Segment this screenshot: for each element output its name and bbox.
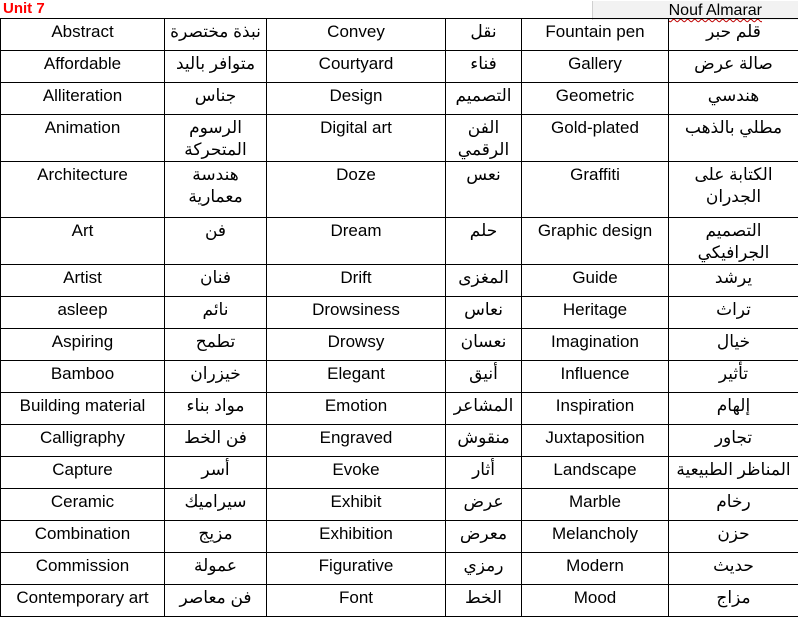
table-row [1, 361, 798, 393]
english-word-c-cell[interactable]: Gold-plated [522, 115, 669, 162]
arabic-meaning-a-cell[interactable]: متوافر باليد [165, 51, 267, 83]
arabic-meaning-c-cell[interactable]: تجاور [669, 425, 798, 457]
arabic-meaning-b-cell[interactable]: نعاس [446, 297, 522, 329]
author-name: Nouf Almarar [669, 2, 762, 19]
english-word-a-cell[interactable]: Combination [1, 521, 165, 553]
arabic-meaning-b-cell[interactable]: المغزى [446, 265, 522, 297]
table-row [1, 329, 798, 361]
english-word-c-cell[interactable]: Mood [522, 585, 669, 617]
english-word-c-cell[interactable]: Marble [522, 489, 669, 521]
table-row [1, 83, 798, 115]
arabic-meaning-a-cell[interactable]: الرسوم المتحركة [165, 115, 267, 162]
arabic-meaning-a-cell[interactable]: فنان [165, 265, 267, 297]
arabic-meaning-c-cell[interactable]: خيال [669, 329, 798, 361]
english-word-b-cell[interactable]: Elegant [267, 361, 446, 393]
table-row [1, 585, 798, 617]
arabic-meaning-a-cell[interactable]: سيراميك [165, 489, 267, 521]
english-word-a-cell[interactable]: Ceramic [1, 489, 165, 521]
english-word-b-cell[interactable]: Convey [267, 19, 446, 51]
arabic-meaning-c-cell[interactable]: المناظر الطبيعية [669, 457, 798, 489]
english-word-c-cell[interactable]: Melancholy [522, 521, 669, 553]
arabic-meaning-b-cell[interactable]: أنيق [446, 361, 522, 393]
vocabulary-table [0, 18, 798, 617]
arabic-meaning-c-cell[interactable]: حديث [669, 553, 798, 585]
table-row [1, 218, 798, 265]
table-row [1, 265, 798, 297]
arabic-meaning-b-cell[interactable]: الخط [446, 585, 522, 617]
english-word-c-cell[interactable]: Graffiti [522, 162, 669, 218]
arabic-meaning-b-cell[interactable]: نعسان [446, 329, 522, 361]
english-word-a-cell[interactable]: Calligraphy [1, 425, 165, 457]
english-word-a-cell[interactable]: Art [1, 218, 165, 265]
arabic-meaning-b-cell[interactable]: عرض [446, 489, 522, 521]
arabic-meaning-c-cell[interactable]: مطلي بالذهب [669, 115, 798, 162]
english-word-c-cell[interactable]: Imagination [522, 329, 669, 361]
arabic-meaning-b-cell[interactable]: المشاعر [446, 393, 522, 425]
arabic-meaning-c-cell[interactable]: تأثير [669, 361, 798, 393]
arabic-meaning-b-cell[interactable]: أثار [446, 457, 522, 489]
arabic-meaning-c-cell[interactable]: الكتابة على الجدران [669, 162, 798, 218]
table-row [1, 489, 798, 521]
english-word-c-cell[interactable]: Guide [522, 265, 669, 297]
english-word-b-cell[interactable]: Exhibit [267, 489, 446, 521]
english-word-a-cell[interactable]: Capture [1, 457, 165, 489]
arabic-meaning-a-cell[interactable]: فن معاصر [165, 585, 267, 617]
english-word-b-cell[interactable]: Emotion [267, 393, 446, 425]
arabic-meaning-c-cell[interactable]: حزن [669, 521, 798, 553]
table-row [1, 393, 798, 425]
arabic-meaning-c-cell[interactable]: إلهام [669, 393, 798, 425]
english-word-c-cell[interactable]: Fountain pen [522, 19, 669, 51]
arabic-meaning-c-cell[interactable]: رخام [669, 489, 798, 521]
english-word-b-cell[interactable]: Dream [267, 218, 446, 265]
arabic-meaning-a-cell[interactable]: فن [165, 218, 267, 265]
unit-title: Unit 7 [3, 0, 45, 18]
table-row [1, 162, 798, 218]
arabic-meaning-c-cell[interactable]: تراث [669, 297, 798, 329]
english-word-a-cell[interactable]: Animation [1, 115, 165, 162]
arabic-meaning-c-cell[interactable]: يرشد [669, 265, 798, 297]
english-word-a-cell[interactable]: Aspiring [1, 329, 165, 361]
english-word-b-cell[interactable]: Evoke [267, 457, 446, 489]
arabic-meaning-b-cell[interactable]: حلم [446, 218, 522, 265]
table-row [1, 553, 798, 585]
arabic-meaning-a-cell[interactable]: عمولة [165, 553, 267, 585]
english-word-b-cell[interactable]: Engraved [267, 425, 446, 457]
english-word-c-cell[interactable]: Gallery [522, 51, 669, 83]
english-word-a-cell[interactable]: Alliteration [1, 83, 165, 115]
arabic-meaning-b-cell[interactable]: فناء [446, 51, 522, 83]
arabic-meaning-a-cell[interactable]: جناس [165, 83, 267, 115]
arabic-meaning-a-cell[interactable]: مزيج [165, 521, 267, 553]
english-word-c-cell[interactable]: Landscape [522, 457, 669, 489]
english-word-b-cell[interactable]: Doze [267, 162, 446, 218]
english-word-b-cell[interactable]: Drift [267, 265, 446, 297]
english-word-a-cell[interactable]: Artist [1, 265, 165, 297]
english-word-a-cell[interactable]: asleep [1, 297, 165, 329]
arabic-meaning-c-cell[interactable]: صالة عرض [669, 51, 798, 83]
arabic-meaning-c-cell[interactable]: هندسي [669, 83, 798, 115]
arabic-meaning-b-cell[interactable]: التصميم [446, 83, 522, 115]
arabic-meaning-c-cell[interactable]: قلم حبر [669, 19, 798, 51]
arabic-meaning-a-cell[interactable]: نبذة مختصرة [165, 19, 267, 51]
english-word-a-cell[interactable]: Commission [1, 553, 165, 585]
english-word-c-cell[interactable]: Inspiration [522, 393, 669, 425]
english-word-b-cell[interactable]: Design [267, 83, 446, 115]
english-word-c-cell[interactable]: Graphic design [522, 218, 669, 265]
english-word-a-cell[interactable]: Bamboo [1, 361, 165, 393]
english-word-b-cell[interactable]: Drowsy [267, 329, 446, 361]
arabic-meaning-a-cell[interactable]: مواد بناء [165, 393, 267, 425]
table-row [1, 19, 798, 51]
table-row [1, 115, 798, 162]
english-word-c-cell[interactable]: Heritage [522, 297, 669, 329]
arabic-meaning-c-cell[interactable]: مزاج [669, 585, 798, 617]
arabic-meaning-a-cell[interactable]: فن الخط [165, 425, 267, 457]
english-word-b-cell[interactable]: Font [267, 585, 446, 617]
table-row [1, 51, 798, 83]
english-word-a-cell[interactable]: Architecture [1, 162, 165, 218]
arabic-meaning-a-cell[interactable]: تطمح [165, 329, 267, 361]
arabic-meaning-c-cell[interactable]: التصميم الجرافيكي [669, 218, 798, 265]
table-row [1, 521, 798, 553]
english-word-c-cell[interactable]: Geometric [522, 83, 669, 115]
arabic-meaning-a-cell[interactable]: هندسة معمارية [165, 162, 267, 218]
vocabulary-table-body [1, 19, 798, 617]
english-word-a-cell[interactable]: Affordable [1, 51, 165, 83]
english-word-c-cell[interactable]: Influence [522, 361, 669, 393]
english-word-a-cell[interactable]: Contemporary art [1, 585, 165, 617]
arabic-meaning-b-cell[interactable]: رمزي [446, 553, 522, 585]
arabic-meaning-a-cell[interactable]: أسر [165, 457, 267, 489]
table-row [1, 425, 798, 457]
english-word-a-cell[interactable]: Building material [1, 393, 165, 425]
table-row [1, 297, 798, 329]
english-word-b-cell[interactable]: Exhibition [267, 521, 446, 553]
english-word-b-cell[interactable]: Courtyard [267, 51, 446, 83]
arabic-meaning-b-cell[interactable]: الفن الرقمي [446, 115, 522, 162]
arabic-meaning-b-cell[interactable]: نعس [446, 162, 522, 218]
english-word-b-cell[interactable]: Digital art [267, 115, 446, 162]
english-word-b-cell[interactable]: Figurative [267, 553, 446, 585]
english-word-c-cell[interactable]: Juxtaposition [522, 425, 669, 457]
arabic-meaning-a-cell[interactable]: نائم [165, 297, 267, 329]
table-row [1, 457, 798, 489]
arabic-meaning-a-cell[interactable]: خيزران [165, 361, 267, 393]
english-word-b-cell[interactable]: Drowsiness [267, 297, 446, 329]
arabic-meaning-b-cell[interactable]: منقوش [446, 425, 522, 457]
arabic-meaning-b-cell[interactable]: نقل [446, 19, 522, 51]
english-word-a-cell[interactable]: Abstract [1, 19, 165, 51]
arabic-meaning-b-cell[interactable]: معرض [446, 521, 522, 553]
english-word-c-cell[interactable]: Modern [522, 553, 669, 585]
